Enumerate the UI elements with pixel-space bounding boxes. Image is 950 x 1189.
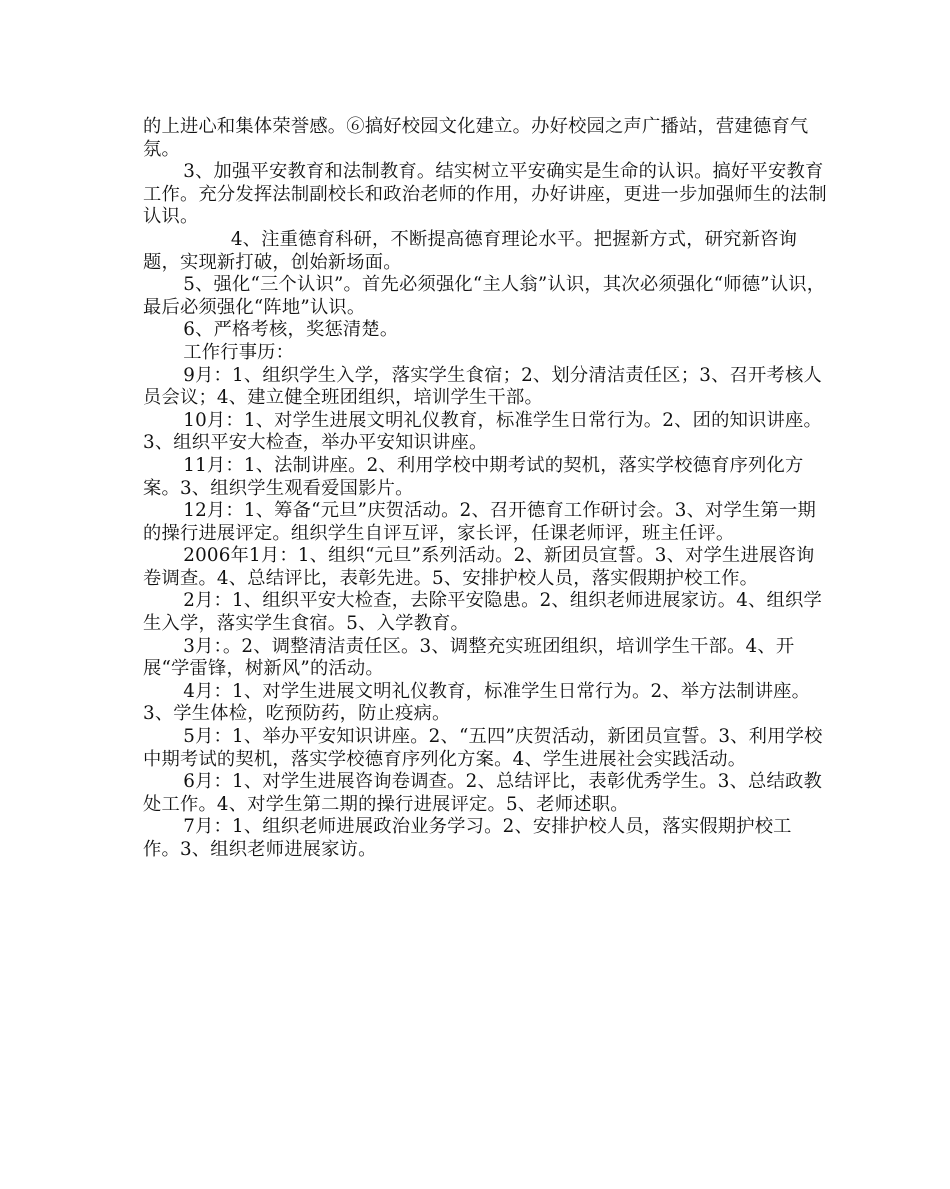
paragraph-safety-legal-education: 3、加强平安教育和法制教育。结实树立平安确实是生命的认识。搞好平安教育工作。充分发挥法制副校长和政治老师的作用，办好讲座，更进一步加强师生的法制认识。: [143, 161, 827, 228]
paragraph-december: 12月：1、筹备“元旦”庆贺活动。2、召开德育工作研讨会。3、对学生第一期的操行进展评定。组织学生自评互评，家长评，任课老师评，班主任评。: [143, 500, 816, 544]
paragraph-september: 9月：1、组织学生入学，落实学生食宿；2、划分清洁责任区；3、召开考核人员会议；4、建立健全班团组织，培训学生干部。: [143, 364, 822, 409]
paragraph-november: 11月：1、法制讲座。2、利用学校中期考试的契机，落实学校德育序列化方案。3、组织学生观看爱国影片。: [143, 454, 804, 499]
paragraph-strict-assessment: 6、严格考核，奖惩清楚。: [183, 319, 399, 341]
paragraph-three-awareness: 5、强化“三个认识”。首先必须强化“主人翁”认识，其次必须强化“师德”认识，最后必须强化“阵地”认识。: [143, 274, 826, 318]
paragraph-moral-research: 4、注重德育科研，不断提高德育理论水平。把握新方式，研究新咨询题，实现新打破，创始新场面。: [143, 228, 798, 273]
paragraph-july: 7月：1、组织老师进展政治业务学习。2、安排护校人员，落实假期护校工作。3、组织老师进展家访。: [143, 816, 792, 860]
paragraph-june: 6月：1、对学生进展咨询卷调查。2、总结评比，表彰优秀学生。3、总结政教处工作。4、对学生第二期的操行进展评定。5、老师述职。: [143, 771, 822, 815]
paragraph-february: 2月：1、组织平安大检查，去除平安隐患。2、组织老师进展家访。4、组织学生入学，落实学生食宿。5、入学教育。: [143, 590, 822, 635]
paragraph-january: 2006年1月：1、组织“元旦”系列活动。2、新团员宣誓。3、对学生进展咨询卷调查。4、总结评比，表彰先进。5、安排护校人员，落实假期护校工作。: [143, 545, 815, 589]
paragraph-work-calendar-heading: 工作行事历：: [183, 341, 295, 363]
paragraph-moral-education-intro: 的上进心和集体荣誉感。⑥搞好校园文化建立。办好校园之声广播站，营建德育气氛。: [143, 116, 809, 160]
paragraph-may: 5月：1、举办平安知识讲座。2、“五四”庆贺活动，新团员宣誓。3、利用学校中期考试的契机，落实学校德育序列化方案。4、学生进展社会实践活动。: [143, 726, 823, 770]
paragraph-october: 10月：1、对学生进展文明礼仪教育，标准学生日常行为。2、团的知识讲座。3、组织平安大检查，举办平安知识讲座。: [143, 409, 822, 454]
paragraph-march: 3月：。2、调整清洁责任区。3、调整充实班团组织，培训学生干部。4、开展“学雷锋，树新风”的活动。: [143, 635, 795, 680]
paragraph-april: 4月：1、对学生进展文明礼仪教育，标准学生日常行为。2、举方法制讲座。3、学生体检，吃预防药，防止疫病。: [143, 680, 811, 725]
document-body: [143, 116, 827, 862]
